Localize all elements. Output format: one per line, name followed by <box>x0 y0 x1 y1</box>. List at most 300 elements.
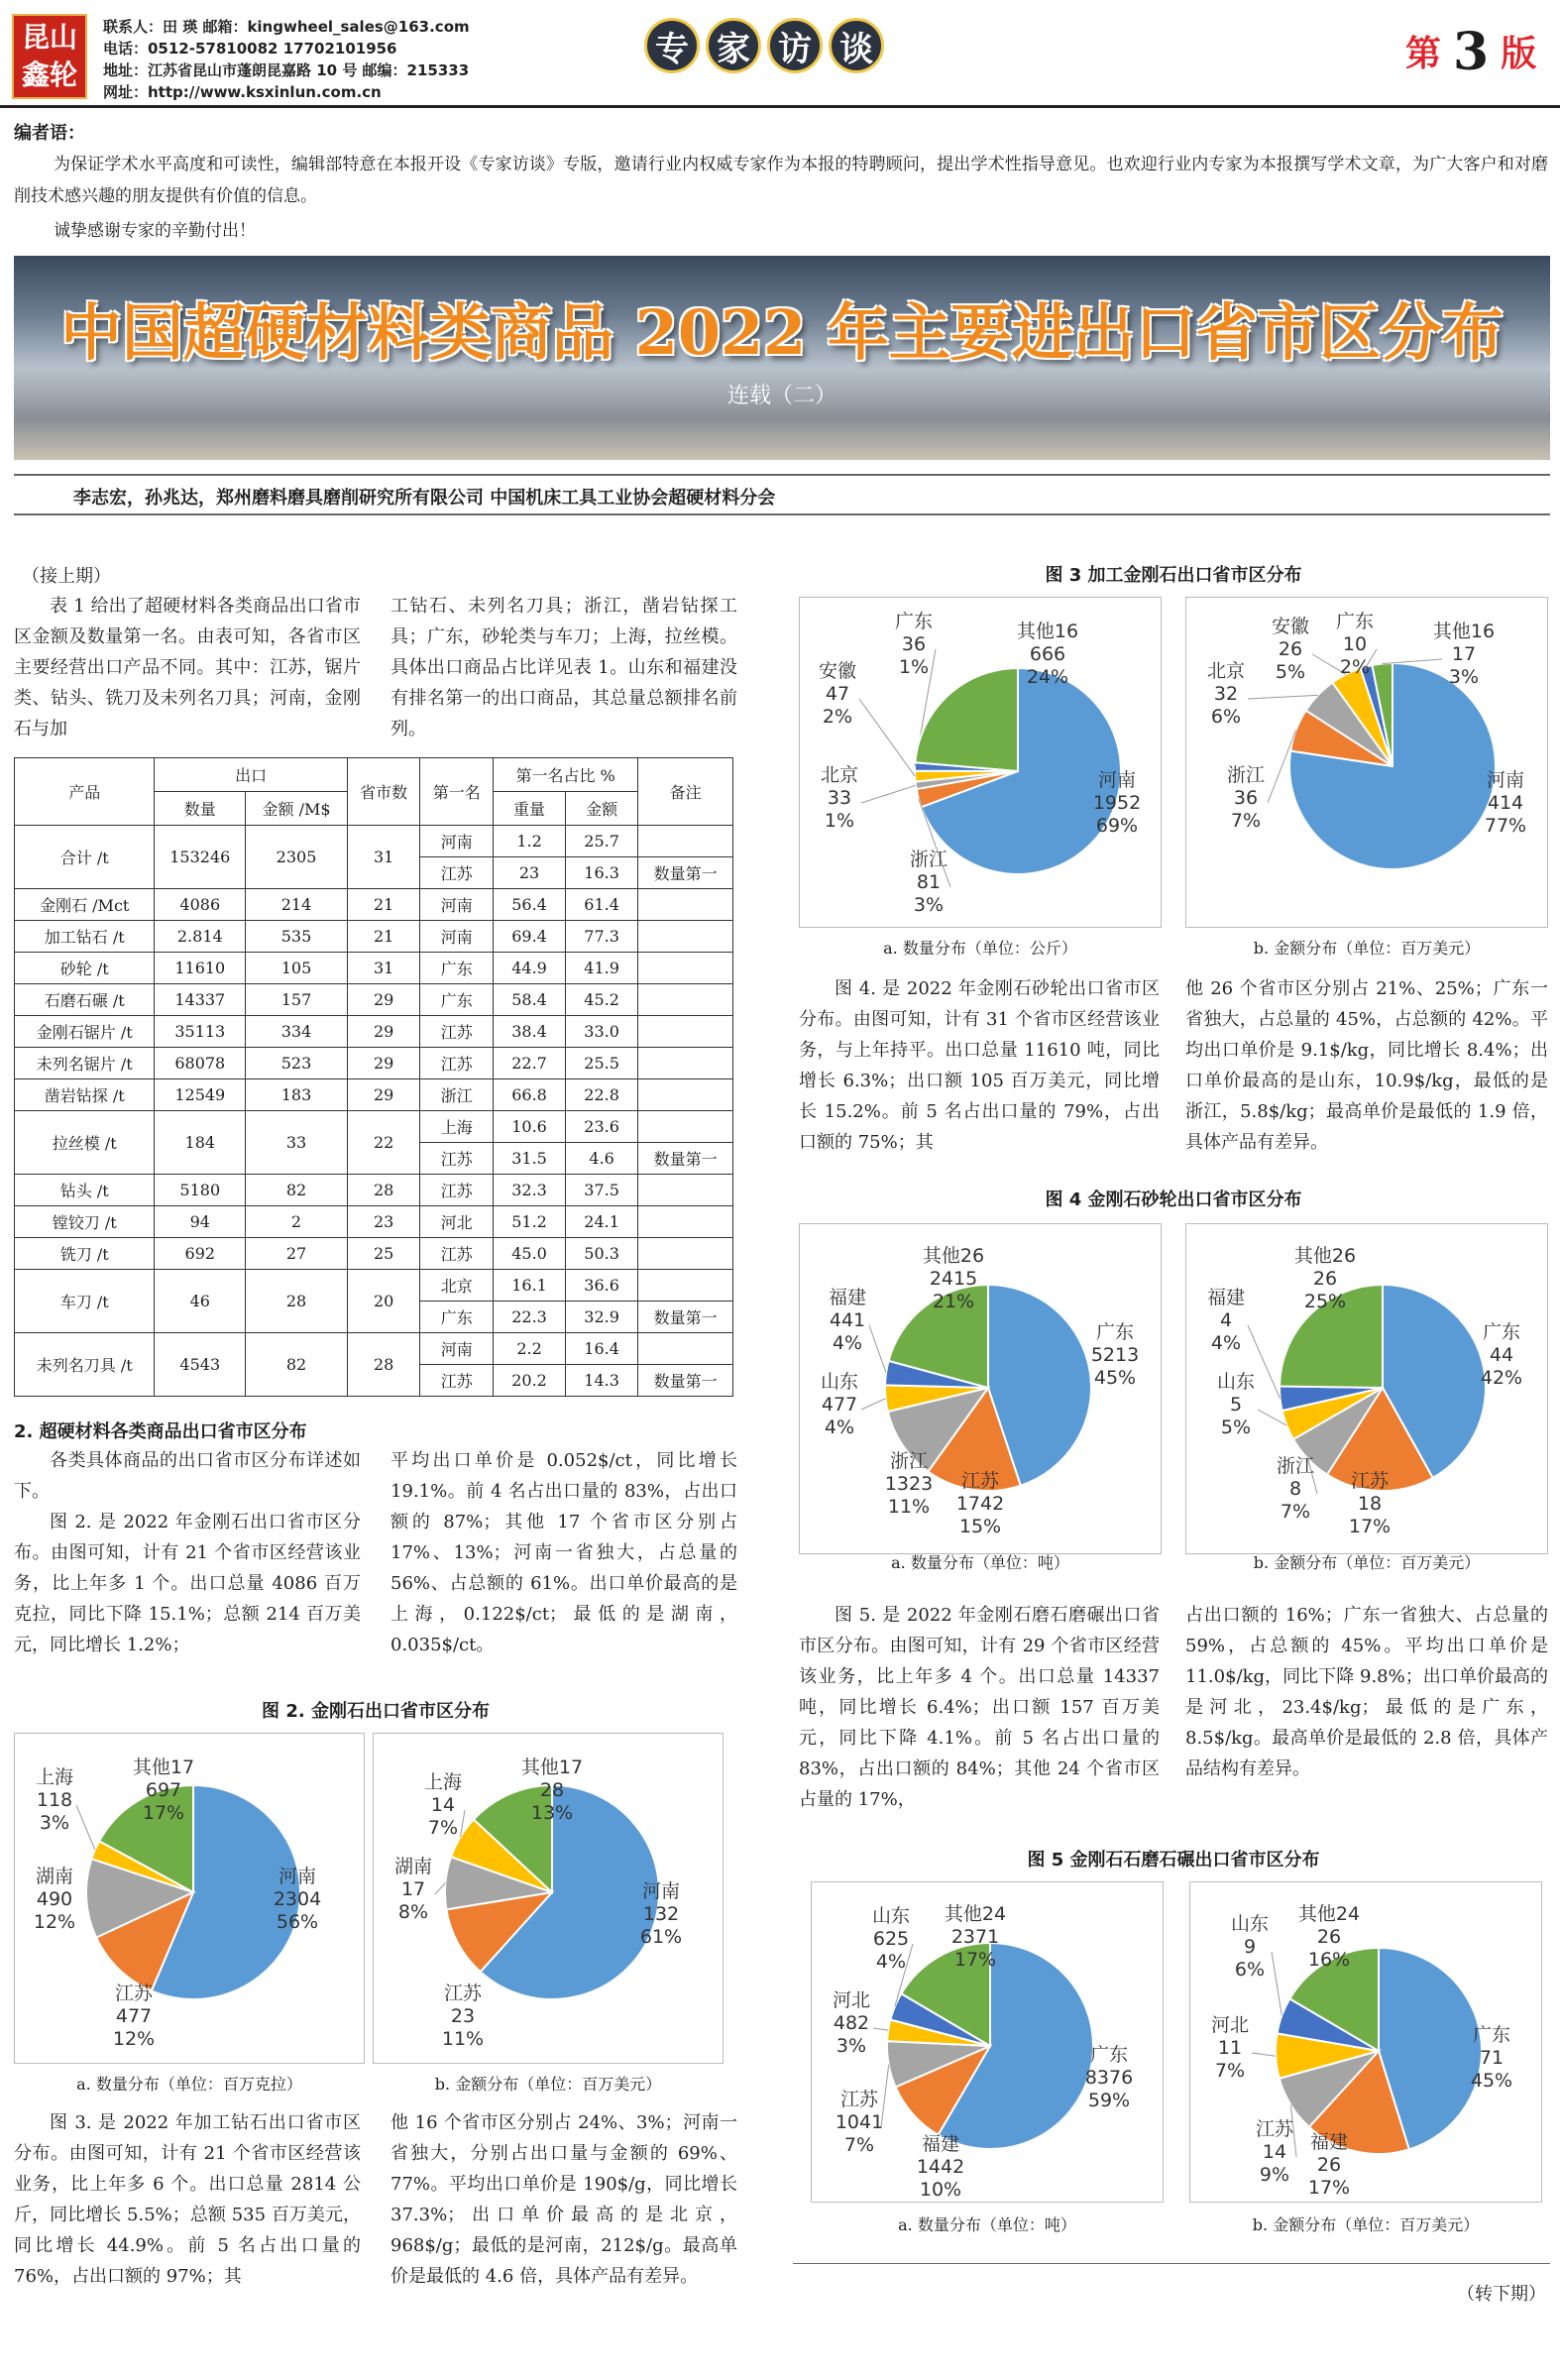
pie-label <box>424 1771 462 1839</box>
table-cell: 4086 <box>155 889 246 921</box>
pie-label-line: 47 <box>825 683 850 705</box>
figure-caption: 图 4 金刚石砂轮出口省市区分布 <box>1045 1190 1302 1210</box>
table-cell: 江苏 <box>420 1175 494 1206</box>
table-cell: 河南 <box>420 889 494 921</box>
pie-chart <box>799 597 1162 928</box>
pie-label-line: 其他24 <box>944 1903 1007 1925</box>
pie-label-line: 33 <box>827 787 852 809</box>
table-cell: 11610 <box>155 953 246 984</box>
pie-label-line: 14 <box>1262 2141 1287 2163</box>
table-cell: 45.0 <box>494 1238 566 1270</box>
chart-subcaption: a. 数量分布（单位：公斤） <box>883 939 1077 958</box>
title-banner <box>14 256 1550 460</box>
table-cell: 33.0 <box>566 1016 638 1048</box>
pie-label-line: 2% <box>1339 656 1371 678</box>
logo-line-2: 鑫轮 <box>21 58 77 91</box>
leader-line <box>873 2028 888 2030</box>
pie-label <box>885 1450 933 1518</box>
table-cell: 51.2 <box>494 1206 566 1238</box>
leader-line <box>1248 695 1318 699</box>
table-cell: 河北 <box>420 1206 494 1238</box>
pie-label-line: 2304 <box>273 1888 322 1910</box>
table-cell: 合计 /t <box>15 826 155 889</box>
pie-label-line: 441 <box>829 1309 866 1331</box>
pie-label-line: 浙江 <box>1276 1455 1315 1477</box>
table-cell: 4543 <box>155 1333 246 1397</box>
text-col: 他 16 个省市区分别占 24%、3%；河南一省独大，分别占出口量与金额的 69%、77%。平均出口单价是 190$/g，同比增长 37.3%；出口单价最高的是北京，968$/g；最低的是河南，212$/g。最高单价是最低的 4.6 倍，具体产品有差异。 <box>390 2112 737 2287</box>
pie-label-line: 13% <box>530 1802 574 1824</box>
col-header: 金额 /M$ <box>246 792 348 826</box>
pie-label <box>1227 764 1265 832</box>
table-cell: 77.3 <box>566 921 638 953</box>
pie-label-line: 山东 <box>820 1371 859 1393</box>
pie-label-line: 697 <box>145 1779 182 1801</box>
pie-label <box>1207 660 1245 728</box>
pie-label-line: 77% <box>1484 815 1527 837</box>
table-cell: 33 <box>246 1111 348 1175</box>
pie-label-line: 江苏 <box>1350 1470 1390 1492</box>
leader-line <box>861 1399 886 1410</box>
pie-label <box>36 1766 73 1834</box>
table-cell: 38.4 <box>494 1016 566 1048</box>
pie-label-line: 6% <box>1234 1959 1266 1981</box>
table-cell: 82 <box>246 1175 348 1206</box>
table-cell: 数量第一 <box>638 1302 733 1333</box>
pie-label-line: 71 <box>1479 2047 1504 2069</box>
article-title: 中国超硬材料类商品 2022 年主要进出口省市区分布 <box>60 296 1504 369</box>
pie-label-line: 625 <box>872 1928 910 1950</box>
pie-label-line: 河南 <box>278 1866 317 1887</box>
pie-label-line: 44 <box>1489 1344 1514 1366</box>
table-cell: 25 <box>347 1238 420 1270</box>
table-1 <box>14 757 733 1397</box>
pie-label-line: 118 <box>36 1789 73 1811</box>
table-cell: 69.4 <box>494 921 566 953</box>
table-cell: 河南 <box>420 826 494 857</box>
table-cell: 金刚石锯片 /t <box>15 1016 155 1048</box>
pie-label-line: 浙江 <box>909 849 948 870</box>
table-cell: 2305 <box>246 826 348 889</box>
table-cell: 14337 <box>155 984 246 1016</box>
divider <box>14 513 1550 515</box>
table-cell: 石磨石碾 /t <box>15 984 155 1016</box>
pie-label-line: 11% <box>887 1496 931 1518</box>
table-cell: 数量第一 <box>638 1365 733 1397</box>
text-col: 平均出口单价是 0.052$/ct，同比增长 19.1%。前 4 名占出口量的 83%，占出口额的 87%；其他 17 个省市区分别占 17%、13%；河南一省独大，占总量的 56%、占总额的 61%。出口单价最高的是上海，0.122$/ct；最低的是湖南，0.035$/ct。 <box>390 1450 737 1655</box>
authors: 李志宏，孙兆达，郑州磨料磨具磨削研究所有限公司 中国机床工具工业协会超硬材料分会 <box>73 488 776 509</box>
table-cell: 46 <box>155 1270 246 1333</box>
pie-label <box>836 2089 883 2156</box>
table-cell: 61.4 <box>566 889 638 921</box>
pie-label <box>917 2133 964 2201</box>
table-cell: 广东 <box>420 984 494 1016</box>
table-cell: 28 <box>246 1270 348 1333</box>
pie-slice <box>915 668 1018 771</box>
pie-label-line: 45% <box>1470 2070 1513 2092</box>
col-header: 重量 <box>494 792 566 826</box>
pie-label-line: 61% <box>639 1926 683 1948</box>
pie-label-line: 浙江 <box>889 1450 929 1472</box>
col-header: 备注 <box>638 758 733 826</box>
pie-label-line: 8376 <box>1084 2067 1134 2089</box>
table-cell: 金刚石 /Mct <box>15 889 155 921</box>
table-cell: 184 <box>155 1111 246 1175</box>
pie-label <box>819 660 856 728</box>
table-cell: 68078 <box>155 1048 246 1079</box>
table-cell: 214 <box>246 889 348 921</box>
pie-label-line: 1952 <box>1092 792 1142 814</box>
table-cell: 数量第一 <box>638 857 733 889</box>
table-cell: 加工钻石 /t <box>15 921 155 953</box>
pie-label <box>640 1880 682 1948</box>
pie-label-line: 河南 <box>1097 769 1137 791</box>
pie-label-line: 17% <box>1307 2177 1351 2199</box>
pie-label-line: 26 <box>1278 638 1303 660</box>
table-row <box>15 1016 733 1048</box>
pie-label-line: 45% <box>1093 1367 1137 1389</box>
pie-label-line: 北京 <box>820 764 859 786</box>
table-row <box>15 984 733 1016</box>
pie-label-line: 26 <box>1316 1926 1342 1948</box>
col-header: 第一名 <box>420 758 494 826</box>
contact-line: 联系人：田 瑛 邮箱：kingwheel_sales@163.com <box>103 18 470 36</box>
contact-block <box>103 16 470 103</box>
editor-text: 为保证学术水平高度和可读性，编辑部特意在本报开设《专家访谈》专版，邀请行业内权威专家作为本报的特聘顾问，提出学术性指导意见。也欢迎行业内专家为本报撰写学术文章，为广大客户和对磨削技术感兴趣的朋友提供有价值的信息。 <box>14 155 1548 206</box>
pie-label-line: 18 <box>1357 1493 1383 1515</box>
column-char: 专 <box>644 18 700 73</box>
table-cell: 铣刀 /t <box>15 1238 155 1270</box>
pie-label-line: 其他16 <box>1016 621 1079 642</box>
editor-thanks: 诚挚感谢专家的辛勤付出！ <box>54 221 256 241</box>
table-cell: 29 <box>347 1048 420 1079</box>
intro-col-2: 工钻石、未列名刀具；浙江，凿岩钻探工具；广东，砂轮类与车刀；上海，拉丝模。具体出口商品占比详见表 1。山东和福建没有排名第一的出口商品，其总量总额排名前列。 <box>390 596 737 739</box>
table-cell: 20.2 <box>494 1365 566 1397</box>
pie-label-line: 56% <box>276 1911 319 1933</box>
pie-label <box>1277 1455 1314 1523</box>
column-char: 家 <box>706 18 761 73</box>
table-cell: 16.1 <box>494 1270 566 1302</box>
pie-label <box>1217 1371 1255 1438</box>
pie-label-line: 8 <box>1288 1478 1302 1500</box>
pie-label <box>1231 1913 1269 1981</box>
pie-label-line: 山东 <box>1230 1913 1270 1935</box>
table-cell: 2.814 <box>155 921 246 953</box>
leader-line <box>435 1882 445 1894</box>
pie-label-line: 其他24 <box>1297 1903 1361 1925</box>
pie-label-line: 广东 <box>1335 611 1375 632</box>
pie-label-line: 36 <box>1233 787 1259 809</box>
pie-label <box>1256 2118 1294 2186</box>
leader-line <box>1272 1952 1281 2015</box>
table-cell: 37.5 <box>566 1175 638 1206</box>
pie-label-line: 其他17 <box>132 1757 195 1778</box>
pie-label-line: 7% <box>427 1817 459 1839</box>
table-cell: 692 <box>155 1238 246 1270</box>
pie-label <box>821 764 858 832</box>
table-cell: 江苏 <box>420 857 494 889</box>
pie-label <box>394 1856 432 1923</box>
pie-label-line: 广东 <box>1482 1321 1521 1343</box>
pie-label <box>872 1905 910 1973</box>
table-cell: 32.9 <box>566 1302 638 1333</box>
pie-label-line: 福建 <box>1206 1287 1246 1308</box>
pie-label-line: 上海 <box>423 1771 463 1793</box>
editor-heading: 编者语： <box>14 123 85 144</box>
table-cell: 22.3 <box>494 1302 566 1333</box>
column-char: 谈 <box>829 18 884 73</box>
pie-label-line: 4% <box>824 1417 855 1438</box>
col-header: 第一名占比 % <box>494 758 638 792</box>
table-cell: 31 <box>347 953 420 984</box>
table-cell: 94 <box>155 1206 246 1238</box>
table-cell <box>638 1333 733 1365</box>
table-row <box>15 1079 733 1111</box>
table-cell <box>638 921 733 953</box>
pie-label-line: 河北 <box>832 1989 871 2011</box>
pie-label-line: 广东 <box>1095 1321 1135 1343</box>
pie-label <box>1485 769 1526 837</box>
pie-label-line: 482 <box>833 2012 870 2034</box>
table-cell: 江苏 <box>420 1048 494 1079</box>
table-cell: 1.2 <box>494 826 566 857</box>
pie-label <box>274 1866 321 1933</box>
continued-from: （接上期） <box>22 566 111 587</box>
pie-label-line: 1323 <box>884 1473 934 1495</box>
table-cell: 江苏 <box>420 1365 494 1397</box>
col-header: 省市数 <box>347 758 420 826</box>
table-cell: 535 <box>246 921 348 953</box>
pie-label-line: 其他17 <box>520 1757 584 1778</box>
divider <box>14 474 1550 476</box>
pie-label-line: 上海 <box>35 1766 74 1788</box>
pie-label-line: 5 <box>1229 1394 1243 1416</box>
pie-label-line: 其他26 <box>922 1245 985 1267</box>
leader-line <box>76 1805 95 1850</box>
pie-label <box>1017 621 1078 688</box>
pie-label-line: 23 <box>450 2005 476 2027</box>
table-cell: 14.3 <box>566 1365 638 1397</box>
pie-label <box>1272 616 1309 683</box>
pie-label-line: 9 <box>1243 1936 1257 1958</box>
pie-label-line: 3% <box>39 1812 70 1834</box>
table-cell: 江苏 <box>420 1016 494 1048</box>
table-cell: 5180 <box>155 1175 246 1206</box>
continued-to: （转下期） <box>1457 2284 1546 2305</box>
table-cell: 27 <box>246 1238 348 1270</box>
divider <box>793 2263 1550 2264</box>
table-cell <box>638 1270 733 1302</box>
pie-label-line: 广东 <box>894 611 934 632</box>
text-col: 图 3. 是 2022 年加工钻石出口省市区分布。由图可知，计有 21 个省市区经营该业务，比上年多 6 个。出口总量 2814 公斤，同比增长 5.5%；总额 535 百万美元，同比增长 44.9%。前 5 名占出口量的 76%，占出口额的 97%；其 <box>14 2112 361 2287</box>
pie-label-line: 15% <box>958 1516 1002 1537</box>
contact-line: 地址：江苏省昆山市蓬朗昆嘉路 10 号 邮编：215333 <box>103 61 470 79</box>
table-cell: 凿岩钻探 /t <box>15 1079 155 1111</box>
intro-col-1: 表 1 给出了超硬材料各类商品出口省市区金额及数量第一名。由表可知，各省市区主要经营出口产品不同。其中：江苏，锯片类、钻头、铣刀及未列名刀具；河南，金刚石与加 <box>14 596 361 739</box>
pie-label <box>1336 611 1374 678</box>
pie-label-line: 17% <box>142 1802 185 1824</box>
pie-label-line: 81 <box>916 871 942 893</box>
table-cell: 36.6 <box>566 1270 638 1302</box>
text-col: 他 26 个省市区分别占 21%、25%；广东一省独大，占总量的 45%，占总额的 42%。平均出口单价是 9.1$/kg，同比增长 8.4%；出口单价最高的是山东，10.9$/kg，最低的是浙江，5.8$/kg；最高单价是最低的 1.9 倍，具体产品有差异。 <box>1185 978 1548 1153</box>
table-cell: 29 <box>347 1016 420 1048</box>
table-cell: 20 <box>347 1270 420 1333</box>
pie-label-line: 福建 <box>828 1287 867 1308</box>
table-body <box>15 826 733 1397</box>
table-cell: 28 <box>347 1175 420 1206</box>
pie-label <box>910 849 947 916</box>
pie-label-line: 12% <box>33 1911 76 1933</box>
pie-label <box>1211 2014 1249 2082</box>
table-cell: 12549 <box>155 1079 246 1111</box>
table-cell <box>638 1048 733 1079</box>
table-cell: 江苏 <box>420 1143 494 1175</box>
pie-label <box>1349 1470 1391 1537</box>
table-cell: 22 <box>347 1111 420 1175</box>
table-cell <box>638 889 733 921</box>
column-badge <box>644 18 884 73</box>
pie-label-line: 14 <box>430 1794 456 1816</box>
pie-label-line: 江苏 <box>839 2089 879 2110</box>
table-cell: 105 <box>246 953 348 984</box>
pie-label-line: 山东 <box>1216 1371 1256 1393</box>
pie-chart <box>1189 1881 1542 2203</box>
pie-label-line: 17% <box>1348 1516 1392 1537</box>
table-cell: 23 <box>494 857 566 889</box>
figure-caption: 图 3 加工金刚石出口省市区分布 <box>1045 565 1302 586</box>
pie-label-line: 安徽 <box>818 660 857 682</box>
pie-label-line: 安徽 <box>1271 616 1310 637</box>
table-cell: 21 <box>347 921 420 953</box>
table-cell: 2.2 <box>494 1333 566 1365</box>
pie-label-line: 北京 <box>1206 660 1246 682</box>
chart-subcaption: b. 金额分布（单位：百万美元） <box>434 2075 662 2094</box>
pie-chart <box>811 1881 1164 2203</box>
table-cell: 25.7 <box>566 826 638 857</box>
pie-label <box>833 1989 870 2057</box>
leader-line <box>1252 2053 1276 2056</box>
pie-label-line: 1% <box>898 656 930 678</box>
chart-subcaption: b. 金额分布（单位：百万美元） <box>1253 939 1481 958</box>
table-cell: 29 <box>347 1079 420 1111</box>
table-cell: 10.6 <box>494 1111 566 1143</box>
table-cell: 未列名刀具 /t <box>15 1333 155 1397</box>
pie-label-line: 4% <box>1210 1332 1242 1354</box>
newspaper-logo <box>12 14 87 99</box>
pie-label-line: 4% <box>875 1951 907 1973</box>
pie-label-line: 11 <box>1217 2037 1243 2059</box>
pie-label-line: 4% <box>832 1332 863 1354</box>
table-row <box>15 1175 733 1206</box>
pie-label-line: 26 <box>1312 1268 1338 1290</box>
pie-label-line: 2415 <box>929 1268 978 1290</box>
pie-label-line: 28 <box>539 1779 565 1801</box>
pie-label-line: 广东 <box>1089 2044 1129 2066</box>
text-col: 图 4. 是 2022 年金刚石砂轮出口省市区分布。由图可知，计有 31 个省市区经营该业务，与上年持平。出口总量 11610 吨，同比增长 6.3%；出口额 105 百万美元，同比增长 15.2%。前 5 名占出口量的 79%，占出口额的 75%；其 <box>799 978 1160 1153</box>
table-cell: 28 <box>347 1333 420 1397</box>
pie-label-line: 浙江 <box>1226 764 1266 786</box>
pie-label-line: 414 <box>1487 792 1524 814</box>
pie-label-line: 5% <box>1220 1417 1252 1438</box>
table-cell: 66.8 <box>494 1079 566 1111</box>
pie-label-line: 3% <box>1448 666 1480 688</box>
pie-label-line: 666 <box>1029 643 1066 665</box>
pie-label-line: 10 <box>1342 633 1368 655</box>
table-cell: 25.5 <box>566 1048 638 1079</box>
pie-chart <box>14 1733 365 2064</box>
table-cell <box>638 1238 733 1270</box>
pie-label-line: 32 <box>1213 683 1239 705</box>
pie-label-line: 25% <box>1303 1291 1347 1312</box>
figure-caption: 图 2. 金刚石出口省市区分布 <box>262 1701 490 1722</box>
chart-subcaption: a. 数量分布（单位：吨） <box>898 2215 1076 2234</box>
pie-label-line: 1% <box>824 810 855 832</box>
table-cell: 31 <box>347 826 420 889</box>
pie-label <box>442 1983 484 2050</box>
table-cell <box>638 1016 733 1048</box>
table-cell: 82 <box>246 1333 348 1397</box>
table-cell: 31.5 <box>494 1143 566 1175</box>
pie-label <box>1091 1321 1139 1389</box>
table-cell: 334 <box>246 1016 348 1048</box>
pie-label-line: 7% <box>1230 810 1262 832</box>
pie-label <box>1093 769 1141 837</box>
table-row <box>15 1048 733 1079</box>
pie-label <box>1481 1321 1522 1389</box>
table-cell: 45.2 <box>566 984 638 1016</box>
pie-label-line: 1742 <box>955 1493 1005 1515</box>
pie-label-line: 477 <box>821 1394 858 1416</box>
table-cell: 4.6 <box>566 1143 638 1175</box>
pie-label <box>113 1983 155 2050</box>
table-cell <box>638 953 733 984</box>
table-cell: 北京 <box>420 1270 494 1302</box>
table-cell: 22.8 <box>566 1079 638 1111</box>
table-cell: 未列名锯片 /t <box>15 1048 155 1079</box>
table-cell: 50.3 <box>566 1238 638 1270</box>
table-cell: 2 <box>246 1206 348 1238</box>
pie-label-line: 1041 <box>835 2111 884 2133</box>
pie-chart <box>1185 1223 1548 1554</box>
logo-line-1: 昆山 <box>21 21 77 54</box>
col-header: 出口 <box>155 758 347 792</box>
pie-label-line: 福建 <box>921 2133 960 2155</box>
pie-label-line: 132 <box>642 1903 680 1925</box>
table-row <box>15 1111 733 1143</box>
pie-label-line: 17 <box>400 1878 426 1900</box>
table-cell <box>638 984 733 1016</box>
chart-subcaption: a. 数量分布（单位：百万克拉） <box>76 2075 302 2094</box>
pie-label-line: 24% <box>1026 666 1069 688</box>
pie-label <box>956 1470 1004 1537</box>
pie-label-line: 江苏 <box>443 1983 483 2004</box>
pie-label-line: 4 <box>1219 1309 1233 1331</box>
table-cell: 153246 <box>155 826 246 889</box>
pie-label-line: 7% <box>1280 1501 1311 1523</box>
table-cell: 16.3 <box>566 857 638 889</box>
pie-label-line: 3% <box>836 2035 867 2057</box>
figure-caption: 图 5 金刚石石磨石碾出口省市区分布 <box>1027 1850 1320 1870</box>
table-cell: 23 <box>347 1206 420 1238</box>
col-header: 金额 <box>566 792 638 826</box>
pie-label <box>821 1371 858 1438</box>
pie-label-line: 3% <box>913 894 945 916</box>
contact-line: 网址：http://www.ksxinlun.com.cn <box>103 83 382 101</box>
leader-line <box>861 785 916 803</box>
table-cell: 16.4 <box>566 1333 638 1365</box>
pie-label-line: 湖南 <box>35 1866 74 1887</box>
pie-label-line: 广东 <box>1472 2024 1511 2046</box>
pie-label-line: 6% <box>1210 706 1242 728</box>
